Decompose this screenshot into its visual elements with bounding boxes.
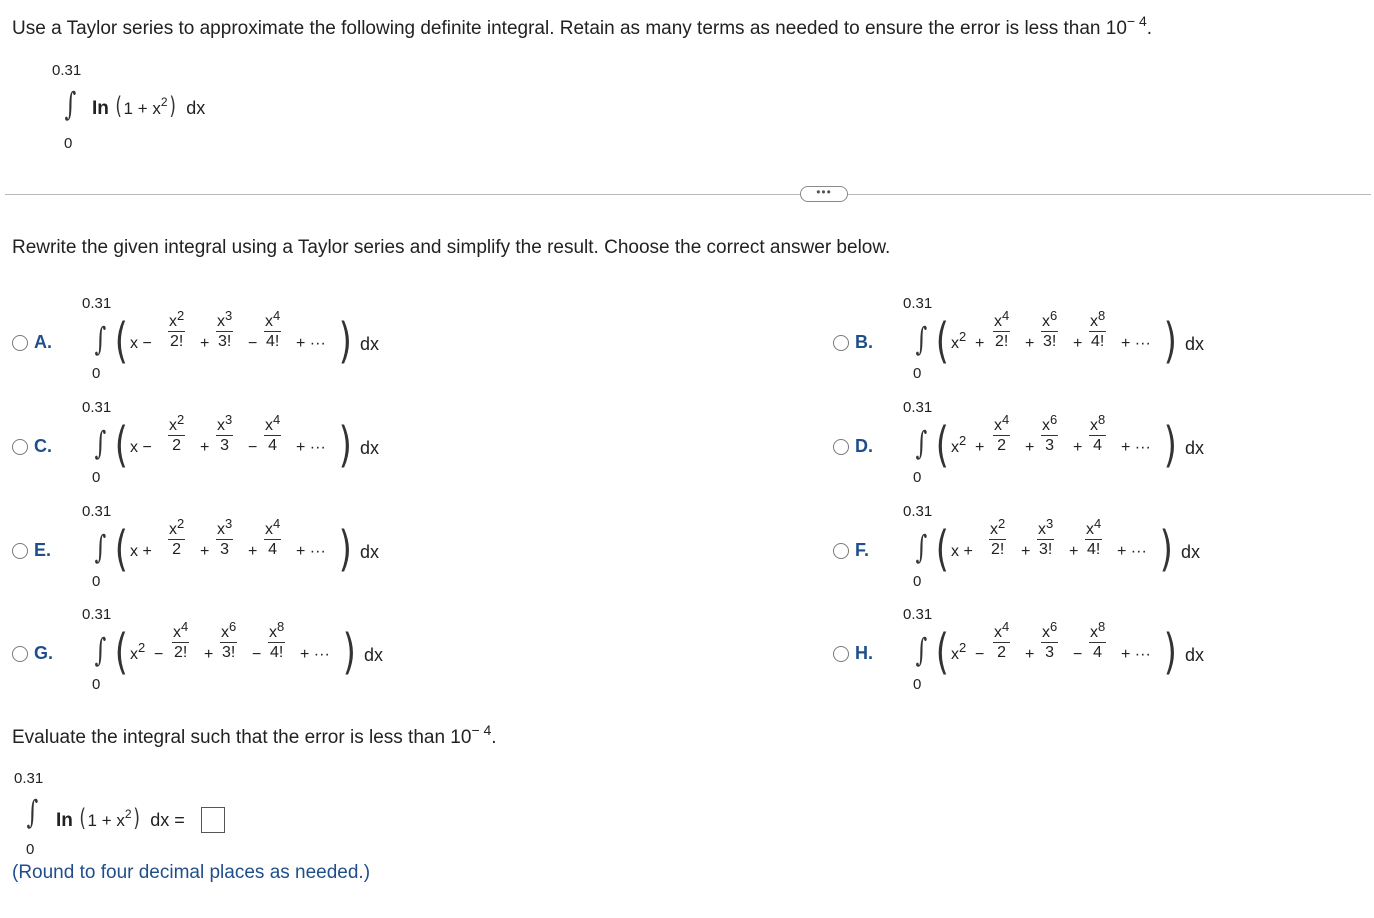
fraction-term: $x^4$ 2! — [994, 308, 1010, 350]
option-f[interactable] — [833, 503, 1353, 603]
option-e[interactable] — [12, 503, 532, 603]
operator: − — [154, 646, 164, 663]
upper-limit: 0.31 — [82, 606, 112, 623]
answer-input[interactable] — [201, 807, 225, 833]
radio-button[interactable] — [833, 646, 849, 662]
lower-limit: 0 — [913, 469, 922, 486]
lower-limit: 0 — [913, 676, 922, 693]
left-paren: ( — [114, 521, 128, 577]
expand-button[interactable]: ••• — [800, 186, 848, 202]
dx-label: dx — [364, 645, 384, 665]
rounding-note: (Round to four decimal places as needed.) — [12, 862, 371, 883]
radio-button[interactable] — [12, 646, 28, 662]
right-paren: ) — [1163, 313, 1177, 369]
left-paren: ( — [935, 624, 949, 680]
lead-term: $x^2$ — [951, 433, 967, 456]
integral-sign-icon: ∫ — [915, 320, 928, 358]
integral-sign-icon: ∫ — [915, 528, 928, 566]
operator: + — [200, 439, 210, 456]
operator: − — [248, 439, 258, 456]
lead-term: x − — [130, 439, 152, 456]
left-paren: ( — [935, 417, 949, 473]
right-paren: ) — [1163, 624, 1177, 680]
lower-limit: 0 — [92, 365, 101, 382]
integral-sign-icon: ∫ — [94, 320, 107, 358]
option-letter: H. — [855, 643, 873, 663]
operator: + — [204, 646, 214, 663]
fraction-term: $x^6$ 3! — [1042, 308, 1058, 350]
right-paren: ) — [338, 313, 352, 369]
upper-limit: 0.31 — [903, 503, 933, 520]
operator: + — [1073, 439, 1083, 456]
right-paren: ) — [338, 417, 352, 473]
lead-term: x + — [951, 543, 973, 560]
fraction-term: $x^4$ 4! — [265, 308, 281, 350]
fraction-term: $x^4$ 2 — [994, 619, 1010, 661]
part2-instruction: Evaluate the integral such that the error is less than $10^{- 4}$. — [12, 722, 497, 748]
option-c[interactable] — [12, 399, 532, 499]
integral-sign-icon: ∫ — [915, 631, 928, 669]
upper-limit: 0.31 — [903, 295, 933, 312]
radio-button[interactable] — [833, 439, 849, 455]
integral-sign-icon: ∫ — [94, 631, 107, 669]
question-prompt: Use a Taylor series to approximate the following definite integral. Retain as many terms as needed to ensure the error is less than $10^{- 4}$. — [12, 13, 1153, 39]
option-letter: C. — [34, 436, 52, 456]
lower-limit: 0 — [913, 573, 922, 590]
fraction-term: $x^2$ 2 — [169, 516, 185, 558]
operator: − — [1073, 646, 1083, 663]
upper-limit: 0.31 — [903, 399, 933, 416]
fraction-term: $x^3$ 3 — [217, 516, 233, 558]
left-paren: ( — [935, 521, 949, 577]
right-paren: ) — [1163, 417, 1177, 473]
dx-label: dx — [1185, 645, 1205, 665]
integral-sign-icon: ∫ — [26, 793, 39, 831]
operator: + ··· — [296, 439, 326, 456]
operator: + — [1025, 646, 1035, 663]
radio-button[interactable] — [833, 543, 849, 559]
fraction-term: $x^8$ 4! — [1090, 308, 1106, 350]
fraction-term: $x^2$ 2 — [169, 412, 185, 454]
right-paren: ) — [1159, 521, 1173, 577]
part1-instruction: Rewrite the given integral using a Taylor series and simplify the result. Choose the correct answer below. — [12, 237, 891, 258]
lower-limit: 0 — [92, 573, 101, 590]
lead-term: x + — [130, 543, 152, 560]
integrand: In $(1 + x^2)$ dx — [92, 92, 206, 120]
lower-limit: 0 — [92, 676, 101, 693]
integral-sign-icon: ∫ — [64, 85, 77, 123]
radio-button[interactable] — [833, 335, 849, 351]
operator: + ··· — [300, 646, 330, 663]
operator: + — [975, 335, 985, 352]
fraction-term: $x^6$ 3 — [1042, 619, 1058, 661]
fraction-term: $x^4$ 2 — [994, 412, 1010, 454]
dx-label: dx — [360, 334, 380, 354]
upper-limit: 0.31 — [52, 62, 82, 79]
left-paren: ( — [114, 313, 128, 369]
fraction-term: $x^2$ 2! — [990, 516, 1006, 558]
lower-limit: 0 — [913, 365, 922, 382]
dx-label: dx — [1181, 542, 1201, 562]
integral-sign-icon: ∫ — [94, 424, 107, 462]
operator: + ··· — [296, 543, 326, 560]
dx-label: dx — [1185, 334, 1205, 354]
option-letter: G. — [34, 643, 54, 663]
upper-limit: 0.31 — [903, 606, 933, 623]
integrand: In $(1 + x^2)$ dx = — [56, 804, 185, 832]
option-letter: B. — [855, 332, 873, 352]
fraction-term: $x^6$ 3! — [221, 619, 237, 661]
upper-limit: 0.31 — [82, 295, 112, 312]
integral-sign-icon: ∫ — [915, 424, 928, 462]
operator: + — [1069, 543, 1079, 560]
operator: + — [975, 439, 985, 456]
operator: + ··· — [296, 335, 326, 352]
fraction-term: $x^4$ 4! — [1086, 516, 1102, 558]
operator: + — [1025, 439, 1035, 456]
option-g[interactable] — [12, 606, 532, 706]
section-divider — [5, 194, 1371, 195]
fraction-term: $x^4$ 4 — [265, 412, 281, 454]
option-letter: F. — [855, 540, 870, 560]
operator: + — [200, 543, 210, 560]
left-paren: ( — [935, 313, 949, 369]
lead-term: x − — [130, 335, 152, 352]
right-paren: ) — [342, 624, 356, 680]
fraction-term: $x^8$ 4 — [1090, 619, 1106, 661]
operator: + ··· — [1117, 543, 1147, 560]
lower-limit: 0 — [64, 135, 73, 152]
fraction-term: $x^6$ 3 — [1042, 412, 1058, 454]
option-b[interactable] — [833, 295, 1353, 395]
operator: + ··· — [1121, 646, 1151, 663]
operator: + — [1073, 335, 1083, 352]
right-paren: ) — [338, 521, 352, 577]
fraction-term: $x^4$ 2! — [173, 619, 189, 661]
left-paren: ( — [114, 624, 128, 680]
option-a[interactable] — [12, 295, 532, 395]
radio-button[interactable] — [12, 543, 28, 559]
option-letter: A. — [34, 332, 52, 352]
fraction-term: $x^3$ 3 — [217, 412, 233, 454]
operator: + — [248, 543, 258, 560]
operator: + — [1021, 543, 1031, 560]
lead-term: $x^2$ — [130, 640, 146, 663]
dx-label: dx — [360, 542, 380, 562]
operator: − — [252, 646, 262, 663]
option-d[interactable] — [833, 399, 1353, 499]
question-integral — [48, 60, 298, 155]
lower-limit: 0 — [92, 469, 101, 486]
radio-button[interactable] — [12, 335, 28, 351]
fraction-term: $x^8$ 4 — [1090, 412, 1106, 454]
upper-limit: 0.31 — [14, 770, 44, 787]
integral-sign-icon: ∫ — [94, 528, 107, 566]
option-letter: D. — [855, 436, 873, 456]
operator: + — [1025, 335, 1035, 352]
option-letter: E. — [34, 540, 52, 560]
left-paren: ( — [114, 417, 128, 473]
operator: − — [975, 646, 985, 663]
fraction-term: $x^2$ 2! — [169, 308, 185, 350]
upper-limit: 0.31 — [82, 399, 112, 416]
fraction-term: $x^4$ 4 — [265, 516, 281, 558]
fraction-term: $x^3$ 3! — [217, 308, 233, 350]
lead-term: $x^2$ — [951, 640, 967, 663]
operator: + ··· — [1121, 335, 1151, 352]
operator: + ··· — [1121, 439, 1151, 456]
lower-limit: 0 — [26, 841, 35, 858]
part2-integral — [10, 768, 310, 863]
option-h[interactable] — [833, 606, 1353, 706]
operator: + — [200, 335, 210, 352]
upper-limit: 0.31 — [82, 503, 112, 520]
fraction-term: $x^8$ 4! — [269, 619, 285, 661]
lead-term: $x^2$ — [951, 329, 967, 352]
radio-button[interactable] — [12, 439, 28, 455]
operator: − — [248, 335, 258, 352]
dx-label: dx — [360, 438, 380, 458]
fraction-term: $x^3$ 3! — [1038, 516, 1054, 558]
dx-label: dx — [1185, 438, 1205, 458]
